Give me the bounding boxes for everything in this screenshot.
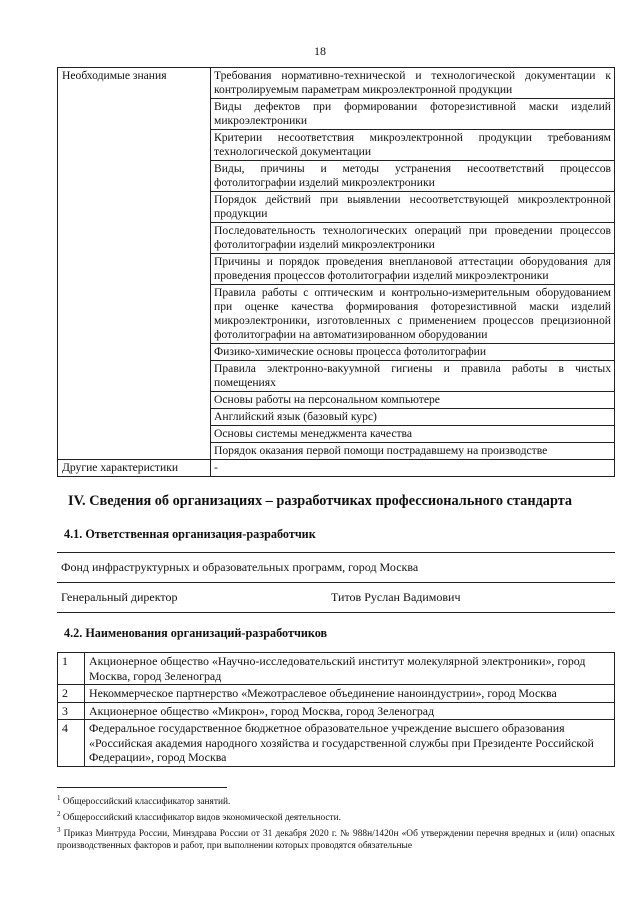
knowledge-item: Порядок оказания первой помощи пострадавшему на производстве	[211, 443, 615, 460]
footnote-text: Общероссийский классификатор занятий.	[60, 797, 231, 808]
developer-number: 1	[58, 653, 85, 685]
developers-table	[57, 652, 615, 767]
knowledge-item: Правила работы с оптическим и контрольно-измерительным оборудованием при оценке качества формирования фоторезистивной маски изделий микроэлектроники, изготовленных с применением процессов прецизионной фотолитографии на автоматизированном оборудовании	[211, 285, 615, 344]
knowledge-item: Правила электронно-вакуумной гигиены и правила работы в чистых помещениях	[211, 361, 615, 392]
director-title: Генеральный директор	[57, 583, 327, 613]
table-row	[58, 460, 615, 477]
footnote-divider	[57, 787, 227, 788]
knowledge-item: Порядок действий при выявлении несоответствующей микроэлектронной продукции	[211, 192, 615, 223]
developer-name: Федеральное государственное бюджетное образовательное учреждение высшего образования «Российская академия народного хозяйства и государственной службы при Президенте Российской Федерации», город Москва	[85, 720, 615, 767]
knowledge-item: Критерии несоответствия микроэлектронной продукции требованиям технологической документации	[211, 130, 615, 161]
knowledge-item: Основы системы менеджмента качества	[211, 426, 615, 443]
knowledge-table	[57, 67, 615, 477]
footnote-mark: 1	[57, 794, 61, 802]
other-label: Другие характеристики	[58, 460, 211, 477]
footnote	[57, 808, 615, 824]
footnote-text: Общероссийский классификатор видов экономической деятельности.	[60, 813, 342, 824]
footnote-mark: 2	[57, 810, 61, 819]
director-name: Титов Руслан Вадимович	[327, 583, 615, 613]
responsible-org-table	[57, 552, 615, 613]
table-row	[58, 653, 615, 685]
developer-number: 4	[58, 720, 85, 767]
knowledge-item: Виды, причины и методы устранения несоответствий процессов фотолитографии изделий микроэлектроники	[211, 161, 615, 192]
developer-name: Акционерное общество «Научно-исследовательский институт молекулярной электроники», город Москва, город Зеленоград	[85, 653, 615, 685]
knowledge-item: Причины и порядок проведения внеплановой аттестации оборудования для проведения процессов фотолитографии изделий микроэлектроники	[211, 254, 615, 285]
row-label: Необходимые знания	[58, 68, 211, 460]
developer-number: 3	[58, 702, 85, 720]
other-value: -	[211, 460, 615, 477]
knowledge-item: Последовательность технологических операций при проведении процессов фотолитографии изделий микроэлектроники	[211, 223, 615, 254]
table-row	[58, 702, 615, 720]
knowledge-item: Требования нормативно-технической и технологической документации к контролируемым параметрам микроэлектронной продукции	[211, 68, 615, 99]
knowledge-item: Физико-химические основы процесса фотолитографии	[211, 344, 615, 361]
subsection-title-responsible: 4.1. Ответственная организация-разработчик	[64, 527, 316, 541]
footnotes	[57, 792, 615, 852]
responsible-org-name: Фонд инфраструктурных и образовательных программ, город Москва	[57, 553, 615, 583]
footnote-text: Приказ Минтруда России, Минздрава России от 31 декабря 2020 г. № 988н/1420н «Об утверждении перечня вредных и (или) опасных производственных факторов и работ, при выполнении которых проводятся обязательные	[57, 829, 615, 852]
section-title: IV. Сведения об организациях – разработчиках профессионального стандарта	[68, 493, 573, 509]
developer-number: 2	[58, 685, 85, 703]
table-row	[58, 720, 615, 767]
table-row	[58, 685, 615, 703]
table-row	[57, 553, 615, 583]
developer-name: Акционерное общество «Микрон», город Москва, город Зеленоград	[85, 702, 615, 720]
table-row	[58, 68, 615, 99]
developer-name: Некоммерческое партнерство «Межотраслевое объединение наноиндустрии», город Москва	[85, 685, 615, 703]
footnote-mark: 3	[57, 826, 61, 835]
knowledge-item: Виды дефектов при формировании фоторезистивной маски изделий микроэлектроники	[211, 99, 615, 130]
subsection-title-developers: 4.2. Наименования организаций-разработчиков	[64, 626, 328, 640]
table-row	[57, 583, 615, 613]
knowledge-item: Основы работы на персональном компьютере	[211, 392, 615, 409]
page-number: 18	[314, 44, 326, 58]
knowledge-item: Английский язык (базовый курс)	[211, 409, 615, 426]
footnote	[57, 824, 615, 852]
footnote	[57, 792, 615, 808]
